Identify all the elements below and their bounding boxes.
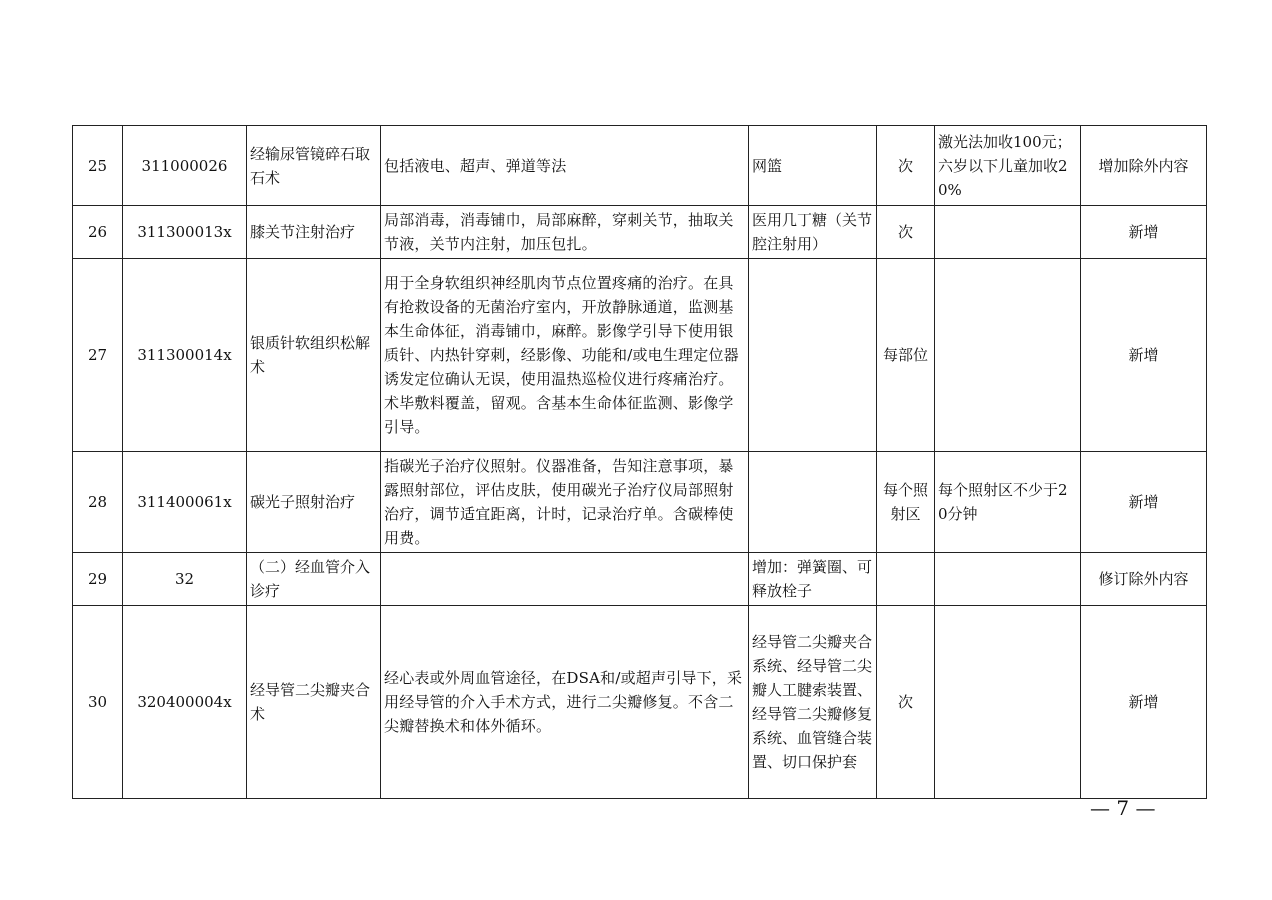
excluded-content: 经导管二尖瓣夹合系统、经导管二尖瓣人工腱索装置、经导管二尖瓣修复系统、血管缝合装置、切口保护套 bbox=[749, 606, 877, 799]
table-row bbox=[73, 259, 1207, 452]
row-number: 27 bbox=[73, 259, 123, 452]
billing-unit: 次 bbox=[877, 206, 935, 259]
table-row bbox=[73, 206, 1207, 259]
item-code: 311400061x bbox=[123, 452, 247, 553]
table-row bbox=[73, 606, 1207, 799]
row-number: 29 bbox=[73, 553, 123, 606]
row-number: 26 bbox=[73, 206, 123, 259]
remark: 修订除外内容 bbox=[1081, 553, 1207, 606]
billing-unit: 每部位 bbox=[877, 259, 935, 452]
row-number: 25 bbox=[73, 126, 123, 206]
billing-unit bbox=[877, 553, 935, 606]
billing-unit: 次 bbox=[877, 606, 935, 799]
item-name: （二）经血管介入诊疗 bbox=[247, 553, 381, 606]
billing-unit: 每个照射区 bbox=[877, 452, 935, 553]
item-name: 膝关节注射治疗 bbox=[247, 206, 381, 259]
item-code: 311000026 bbox=[123, 126, 247, 206]
item-code: 32 bbox=[123, 553, 247, 606]
excluded-content: 医用几丁糖（关节腔注射用） bbox=[749, 206, 877, 259]
item-note: 每个照射区不少于20分钟 bbox=[935, 452, 1081, 553]
remark: 新增 bbox=[1081, 206, 1207, 259]
item-name: 经导管二尖瓣夹合术 bbox=[247, 606, 381, 799]
item-content: 经心表或外周血管途径，在DSA和/或超声引导下，采用经导管的介入手术方式，进行二尖瓣修复。不含二尖瓣替换术和体外循环。 bbox=[381, 606, 749, 799]
excluded-content: 网篮 bbox=[749, 126, 877, 206]
remark: 新增 bbox=[1081, 606, 1207, 799]
table-row bbox=[73, 452, 1207, 553]
item-code: 320400004x bbox=[123, 606, 247, 799]
item-code: 311300014x bbox=[123, 259, 247, 452]
item-note bbox=[935, 206, 1081, 259]
item-content: 局部消毒，消毒铺巾，局部麻醉，穿刺关节，抽取关节液，关节内注射，加压包扎。 bbox=[381, 206, 749, 259]
item-name: 银质针软组织松解术 bbox=[247, 259, 381, 452]
excluded-content bbox=[749, 452, 877, 553]
row-number: 28 bbox=[73, 452, 123, 553]
table-row bbox=[73, 126, 1207, 206]
item-note bbox=[935, 553, 1081, 606]
remark: 增加除外内容 bbox=[1081, 126, 1207, 206]
item-content: 指碳光子治疗仪照射。仪器准备，告知注意事项，暴露照射部位，评估皮肤，使用碳光子治疗仪局部照射治疗，调节适宜距离，计时，记录治疗单。含碳棒使用费。 bbox=[381, 452, 749, 553]
item-content bbox=[381, 553, 749, 606]
item-code: 311300013x bbox=[123, 206, 247, 259]
excluded-content: 增加：弹簧圈、可释放栓子 bbox=[749, 553, 877, 606]
item-note bbox=[935, 259, 1081, 452]
page-number: — 7 — bbox=[1090, 796, 1156, 820]
remark: 新增 bbox=[1081, 259, 1207, 452]
fee-table bbox=[72, 125, 1207, 799]
item-name: 碳光子照射治疗 bbox=[247, 452, 381, 553]
item-name: 经输尿管镜碎石取石术 bbox=[247, 126, 381, 206]
remark: 新增 bbox=[1081, 452, 1207, 553]
item-content: 包括液电、超声、弹道等法 bbox=[381, 126, 749, 206]
item-content: 用于全身软组织神经肌肉节点位置疼痛的治疗。在具有抢救设备的无菌治疗室内，开放静脉通道，监测基本生命体征，消毒铺巾，麻醉。影像学引导下使用银质针、内热针穿刺，经影像、功能和/或电生理定位器诱发定位确认无误，使用温热巡检仪进行疼痛治疗。术毕敷料覆盖，留观。含基本生命体征监测、影像学引导。 bbox=[381, 259, 749, 452]
excluded-content bbox=[749, 259, 877, 452]
item-note bbox=[935, 606, 1081, 799]
item-note: 激光法加收100元；六岁以下儿童加收20% bbox=[935, 126, 1081, 206]
table-row bbox=[73, 553, 1207, 606]
billing-unit: 次 bbox=[877, 126, 935, 206]
row-number: 30 bbox=[73, 606, 123, 799]
